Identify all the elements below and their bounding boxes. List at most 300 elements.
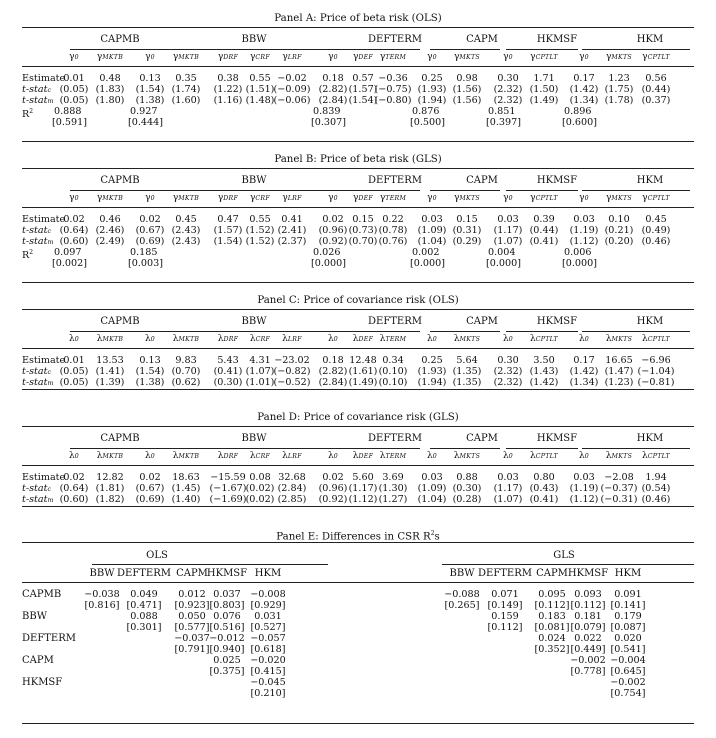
panelB-cell: (0.60): [59, 236, 89, 247]
panelE-ols-pvalue: [0.516]: [209, 622, 245, 633]
panelB-cell: (1.52): [245, 236, 275, 247]
panelB-cell: (0.69): [135, 236, 165, 247]
panelB-cell: (0.92): [318, 236, 348, 247]
panelB-r2-value: 0.026: [313, 247, 341, 258]
panelC-cell: (1.07): [245, 366, 275, 377]
panelD-cell: (0.92): [318, 494, 348, 505]
panelE-gls-pvalue: [0.149]: [487, 600, 523, 611]
panelD-cell: (1.17): [493, 483, 523, 494]
greek-symbol: γ: [606, 193, 612, 203]
row-label-subscript: m: [47, 497, 54, 504]
panelC-cell: −23.02: [274, 355, 310, 366]
greek-symbol: γ: [217, 52, 224, 62]
panelD-cell: 1.94: [645, 472, 667, 483]
group-underline: [330, 190, 420, 191]
panelD-cell: (2.84): [277, 483, 307, 494]
panelA-cell: 0.30: [497, 73, 519, 84]
symbol-subscript: 0: [74, 195, 79, 202]
panelE-gls-pvalue: [0.112]: [487, 622, 523, 633]
group-underline: [506, 190, 578, 191]
panelA-cell: 1.23: [608, 73, 630, 84]
panelA-cell: 0.35: [175, 73, 197, 84]
panelE-gls-pvalue: [0.265]: [444, 600, 480, 611]
r2-superscript: 2: [29, 249, 34, 256]
symbol-subscript: MKTS: [611, 195, 632, 202]
panelA-cell: (1.56): [452, 95, 482, 106]
panelE-gls-value: −0.002: [570, 655, 606, 666]
panelE-ols-pvalue: [0.375]: [209, 666, 245, 677]
symbol-subscript: CPTLT: [647, 336, 670, 343]
group-underline: [506, 49, 578, 50]
panelB-cell: (0.20): [604, 236, 634, 247]
rule-line: [22, 348, 694, 349]
symbol-subscript: CRF: [255, 54, 270, 61]
panelD-cell: 0.02: [63, 472, 85, 483]
panelA-cell: 0.48: [99, 73, 121, 84]
panelE-ols-value: 0.088: [130, 611, 158, 622]
panelE-col-header: DEFTERM: [478, 568, 532, 579]
panelD-cell: −2.08: [604, 472, 634, 483]
symbol-subscript: 0: [333, 453, 338, 460]
panelB-cell: (0.96): [318, 225, 348, 236]
greek-symbol: γ: [328, 52, 334, 62]
panelB-cell: (1.12): [569, 236, 599, 247]
symbol-subscript: LRF: [287, 195, 302, 202]
symbol-subscript: CRF: [255, 195, 270, 202]
panelB-r2-pvalue: [0.003]: [128, 258, 163, 269]
greek-symbol: λ: [642, 451, 648, 461]
group-header-defterm: DEFTERM: [368, 175, 422, 186]
symbol-subscript: CPTLT: [535, 54, 558, 61]
greek-symbol: λ: [453, 334, 460, 344]
panelB-cell: (0.41): [529, 236, 559, 247]
panelC-cell: (−1.04): [637, 366, 675, 377]
greek-symbol: λ: [379, 451, 386, 461]
group-header-hkmsf: HKMSF: [536, 316, 578, 327]
panelA-r2-value: 0.876: [412, 106, 440, 117]
symbol-subscript: 0: [584, 54, 589, 61]
panelB-cell: 0.02: [63, 214, 85, 225]
panelD-symbol: [445, 451, 489, 462]
rule-line: [22, 723, 694, 724]
panelD-symbol: [522, 451, 566, 462]
panelD-cell: (1.17): [348, 483, 378, 494]
row-label-subscript: m: [47, 98, 54, 105]
panelC-cell: 0.17: [573, 355, 595, 366]
row-label-text: Estimate: [22, 355, 66, 366]
panelA-cell: (1.83): [95, 84, 125, 95]
panelD-cell: (0.60): [59, 494, 89, 505]
panelC-cell: (1.41): [95, 366, 125, 377]
panelE-ols-value: −0.037: [174, 633, 210, 644]
panelE-ols-pvalue: [0.210]: [250, 688, 286, 699]
group-header-hkm: HKM: [636, 316, 664, 327]
panelE-gls-value: 0.093: [574, 589, 602, 600]
panelD-cell: (0.02): [245, 494, 275, 505]
row-label-subscript: c: [47, 486, 52, 493]
panelB-r2-value: 0.002: [412, 247, 440, 258]
panelC-cell: (1.49): [348, 377, 378, 388]
panelA-symbol: [445, 52, 489, 63]
panelA-cell: 0.55: [249, 73, 271, 84]
symbol-subscript: MKTS: [611, 453, 633, 460]
panelA-cell: (0.05): [59, 95, 89, 106]
greek-symbol: λ: [427, 451, 433, 461]
panelB-cell: 0.02: [322, 214, 344, 225]
symbol-subscript: CPTLT: [535, 453, 558, 460]
greek-symbol: γ: [454, 52, 460, 62]
panelE-title: [22, 528, 694, 542]
panelD-cell: 32.68: [278, 472, 306, 483]
panelE-title-tail: s: [434, 531, 440, 543]
panelB-cell: 0.02: [139, 214, 161, 225]
panelB-cell: (2.37): [277, 236, 307, 247]
rule-line: [22, 309, 694, 310]
row-label-text: t-stat: [22, 84, 48, 95]
panelB-cell: (1.57): [213, 225, 243, 236]
panelC-cell: (1.38): [135, 377, 165, 388]
panelA-cell: 0.13: [139, 73, 161, 84]
symbol-subscript: CPTLT: [647, 54, 670, 61]
panelE-col-header: HKMSF: [567, 568, 609, 579]
panelD-cell: 0.02: [322, 472, 344, 483]
greek-symbol: λ: [96, 451, 103, 461]
panelE-gls-value: 0.179: [614, 611, 642, 622]
panelA-cell: (−0.80): [374, 95, 412, 106]
rule-line: [22, 582, 694, 583]
r2-label-text: R: [22, 109, 30, 121]
symbol-subscript: TERM: [385, 453, 407, 460]
rule-line: [22, 207, 694, 208]
greek-symbol: λ: [579, 334, 585, 344]
symbol-subscript: 0: [432, 195, 437, 202]
symbol-subscript: 0: [150, 336, 155, 343]
panelB-symbol: [371, 193, 415, 204]
symbol-subscript: TERM: [385, 336, 407, 343]
panelA-cell: (1.51): [245, 84, 275, 95]
group-underline: [430, 331, 500, 332]
group-underline: [430, 49, 500, 50]
panelE-gls-value: 0.159: [491, 611, 519, 622]
panelB-cell: (1.09): [417, 225, 447, 236]
group-underline: [70, 190, 148, 191]
panelD-cell: (0.30): [452, 483, 482, 494]
greek-symbol: γ: [250, 52, 256, 62]
row-label-subscript: m: [47, 380, 54, 387]
panelB-symbol: [634, 193, 678, 204]
greek-symbol: γ: [379, 52, 386, 62]
row-label-text: t-stat: [22, 95, 48, 106]
group-header-bbw: BBW: [241, 433, 267, 444]
symbol-subscript: DRF: [223, 195, 239, 202]
panelE-ols-value: 0.012: [178, 589, 206, 600]
greek-symbol: γ: [454, 193, 460, 203]
group-header-hkm: HKM: [636, 433, 664, 444]
rule-line: [22, 27, 694, 28]
greek-symbol: λ: [249, 334, 256, 344]
panelB-symbol: [164, 193, 208, 204]
symbol-subscript: DRF: [223, 336, 239, 343]
panelD-cell: 0.08: [249, 472, 271, 483]
greek-symbol: γ: [352, 52, 359, 62]
rule-line: [22, 542, 694, 543]
panelA-cell: (1.38): [135, 95, 165, 106]
panelA-r2-label: [22, 106, 33, 120]
panelE-ols-pvalue: [0.816]: [84, 600, 120, 611]
panelD-cell: (1.40): [171, 494, 201, 505]
symbol-subscript: MKTB: [102, 336, 124, 343]
row-label-text: Estimate: [22, 214, 66, 225]
panelD-cell: (1.09): [417, 483, 447, 494]
greek-symbol: λ: [145, 334, 151, 344]
panelA-cell: (1.50): [529, 84, 559, 95]
group-header-capmb: CAPMB: [100, 34, 140, 45]
greek-symbol: γ: [328, 193, 334, 203]
r2-label-text: R: [22, 250, 30, 262]
panelE-ols-pvalue: [0.618]: [250, 644, 286, 655]
panelE-ols-pvalue: [0.791]: [174, 644, 210, 655]
group-header-hkm: HKM: [636, 175, 664, 186]
panelA-cell: (1.34): [569, 95, 599, 106]
greek-symbol: γ: [69, 193, 75, 203]
group-underline: [506, 331, 578, 332]
panelB-cell: (0.49): [641, 225, 671, 236]
group-header-capmb: CAPMB: [100, 433, 140, 444]
panelB-cell: 0.15: [352, 214, 374, 225]
symbol-subscript: MKTS: [459, 195, 480, 202]
panelC-cell: 0.34: [382, 355, 404, 366]
panelC-cell: (0.30): [213, 377, 243, 388]
row-label-subscript: c: [47, 369, 52, 376]
panelC-cell: (0.05): [59, 366, 89, 377]
panelB-cell: (1.04): [417, 236, 447, 247]
panelC-symbol: [164, 334, 208, 345]
rule-line: [22, 506, 694, 507]
panelB-cell: 0.45: [645, 214, 667, 225]
symbol-subscript: MKTS: [459, 453, 481, 460]
panelC-cell: 3.50: [533, 355, 555, 366]
greek-symbol: γ: [530, 52, 536, 62]
panelE-col-header: DEFTERM: [117, 568, 171, 579]
panelB-cell: (1.17): [493, 225, 523, 236]
greek-symbol: γ: [217, 193, 224, 203]
panelC-cell: 4.31: [249, 355, 271, 366]
symbol-subscript: CRF: [255, 453, 271, 460]
group-underline: [442, 564, 694, 565]
greek-symbol: λ: [605, 451, 612, 461]
rule-line: [22, 389, 694, 390]
greek-symbol: γ: [503, 52, 509, 62]
symbol-subscript: DEF: [358, 195, 374, 202]
panelD-symbol: [88, 451, 132, 462]
panelC-cell: (2.32): [493, 377, 523, 388]
symbol-subscript: 0: [150, 54, 155, 61]
group-underline: [92, 564, 328, 565]
greek-symbol: λ: [427, 334, 433, 344]
panelD-cell: (−0.31): [600, 494, 638, 505]
symbol-subscript: LRF: [287, 54, 302, 61]
panelE-ols-pvalue: [0.929]: [250, 600, 286, 611]
group-header-capm: CAPM: [466, 175, 498, 186]
panelB-cell: (0.76): [378, 236, 408, 247]
panelA-cell: (1.60): [171, 95, 201, 106]
symbol-subscript: DEF: [358, 453, 374, 460]
symbol-subscript: 0: [508, 336, 513, 343]
panelE-ols-pvalue: [0.301]: [126, 622, 162, 633]
panelE-title-superscript: 2: [430, 530, 435, 537]
panelB-r2-pvalue: [0.002]: [52, 258, 87, 269]
panelB-symbol: [522, 193, 566, 204]
panelB-cell: (0.67): [135, 225, 165, 236]
panelD-symbol: [634, 451, 678, 462]
panelC-cell: (1.94): [417, 377, 447, 388]
panelB-cell: (2.41): [277, 225, 307, 236]
panelB-cell: (0.73): [348, 225, 378, 236]
panelA-cell: 0.98: [456, 73, 478, 84]
panelA-cell: (1.80): [95, 95, 125, 106]
panelE-ols-value: −0.057: [250, 633, 286, 644]
panelE-gls-value: −0.004: [610, 655, 646, 666]
panelE-col-header: HKM: [614, 568, 642, 579]
panelA-r2-pvalue: [0.600]: [562, 117, 597, 128]
panelD-cell: (1.04): [417, 494, 447, 505]
panelC-cell: 9.83: [175, 355, 197, 366]
panelA-cell: (1.93): [417, 84, 447, 95]
symbol-subscript: LRF: [287, 336, 302, 343]
greek-symbol: λ: [217, 451, 224, 461]
symbol-subscript: 0: [432, 54, 437, 61]
symbol-subscript: CPTLT: [535, 336, 558, 343]
panelC-cell: (−0.82): [273, 366, 311, 377]
panelC-cell: (0.41): [213, 366, 243, 377]
panelC-cell: 0.13: [139, 355, 161, 366]
group-header-hkmsf: HKMSF: [536, 34, 578, 45]
greek-symbol: λ: [352, 451, 359, 461]
panelC-cell: (1.23): [604, 377, 634, 388]
panelE-ols-value: −0.045: [250, 677, 286, 688]
row-label-text: t-stat: [22, 236, 48, 247]
panelD-cell: (0.43): [529, 483, 559, 494]
symbol-subscript: MKTB: [178, 54, 200, 61]
panelE-gls-pvalue: [0.778]: [570, 666, 606, 677]
panelA-panel: [22, 14, 694, 154]
greek-symbol: γ: [145, 52, 151, 62]
panelD-symbol: [371, 451, 415, 462]
greek-symbol: λ: [605, 334, 612, 344]
symbol-subscript: 0: [584, 195, 589, 202]
panelD-symbol: [270, 451, 314, 462]
panelE-gls-pvalue: [0.112]: [534, 600, 570, 611]
panelB-cell: 0.03: [497, 214, 519, 225]
group-header-defterm: DEFTERM: [368, 316, 422, 327]
symbol-subscript: 0: [432, 453, 437, 460]
panelA-symbol: [522, 52, 566, 63]
symbol-subscript: 0: [74, 54, 79, 61]
group-underline: [430, 190, 500, 191]
panelE-gls-value: 0.071: [491, 589, 519, 600]
panelB-symbol: [88, 193, 132, 204]
greek-symbol: γ: [642, 193, 648, 203]
group-underline: [70, 331, 148, 332]
panelD-cell: (0.41): [529, 494, 559, 505]
greek-symbol: γ: [579, 52, 585, 62]
panelC-cell: (0.05): [59, 377, 89, 388]
panelC-cell: (2.84): [318, 377, 348, 388]
panelE-ols-value: −0.008: [250, 589, 286, 600]
greek-symbol: λ: [503, 451, 509, 461]
greek-symbol: λ: [642, 334, 648, 344]
panelD-cell: 12.82: [96, 472, 124, 483]
symbol-subscript: DEF: [358, 54, 374, 61]
panelE-row-label: DEFTERM: [22, 633, 76, 644]
panelD-cell: (−1.67): [209, 483, 247, 494]
row-label-text: t-stat: [22, 366, 48, 377]
panelA-cell: 0.38: [217, 73, 239, 84]
panelD-cell: (1.27): [378, 494, 408, 505]
panelB-cell: 0.03: [573, 214, 595, 225]
symbol-subscript: CPTLT: [647, 453, 670, 460]
panelD-cell: (0.54): [641, 483, 671, 494]
greek-symbol: λ: [530, 334, 536, 344]
row-label-subscript: m: [47, 239, 54, 246]
panelD-cell: (1.12): [348, 494, 378, 505]
panelD-cell: 0.03: [497, 472, 519, 483]
group-header-bbw: BBW: [241, 316, 267, 327]
panelE-row-label: HKMSF: [22, 677, 63, 688]
greek-symbol: γ: [172, 52, 179, 62]
panelD-cell: (2.85): [277, 494, 307, 505]
panelA-cell: (−0.09): [273, 84, 311, 95]
panelB-r2-value: 0.006: [564, 247, 592, 258]
panelD-cell: (1.82): [95, 494, 125, 505]
panelA-r2-value: 0.851: [488, 106, 516, 117]
panelB-r2-pvalue: [0.000]: [410, 258, 445, 269]
panelD-cell: (−0.37): [600, 483, 638, 494]
rule-line: [22, 168, 694, 169]
row-label-text: t-stat: [22, 483, 48, 494]
symbol-subscript: 0: [508, 54, 513, 61]
panelE-gls-value: 0.022: [574, 633, 602, 644]
panelA-r2-pvalue: [0.444]: [128, 117, 163, 128]
panelC-title: Panel C: Price of covariance risk (OLS): [257, 295, 459, 306]
panelD-symbol: [164, 451, 208, 462]
greek-symbol: λ: [453, 451, 460, 461]
panelA-symbol: [371, 52, 415, 63]
panelE-col-header: CAPM: [176, 568, 208, 579]
panelB-cell: (1.19): [569, 225, 599, 236]
panelB-cell: (2.43): [171, 236, 201, 247]
panelC-cell: (2.32): [493, 366, 523, 377]
symbol-subscript: 0: [333, 336, 338, 343]
panelC-cell: −6.96: [641, 355, 671, 366]
panelB-r2-pvalue: [0.000]: [311, 258, 346, 269]
panelE-col-header: HKMSF: [206, 568, 248, 579]
rule-line: [22, 426, 694, 427]
panelA-r2-pvalue: [0.591]: [52, 117, 87, 128]
rule-line: [22, 141, 694, 142]
panelB-symbol: [445, 193, 489, 204]
symbol-subscript: LRF: [287, 453, 302, 460]
panelE-gls-value: 0.020: [614, 633, 642, 644]
panelB-cell: (0.21): [604, 225, 634, 236]
panelC-row-label: [22, 377, 54, 389]
panelA-cell: (0.05): [59, 84, 89, 95]
greek-symbol: γ: [606, 52, 612, 62]
greek-symbol: γ: [642, 52, 648, 62]
greek-symbol: λ: [69, 334, 75, 344]
symbol-subscript: TERM: [385, 54, 407, 61]
symbol-subscript: MKTS: [459, 336, 481, 343]
